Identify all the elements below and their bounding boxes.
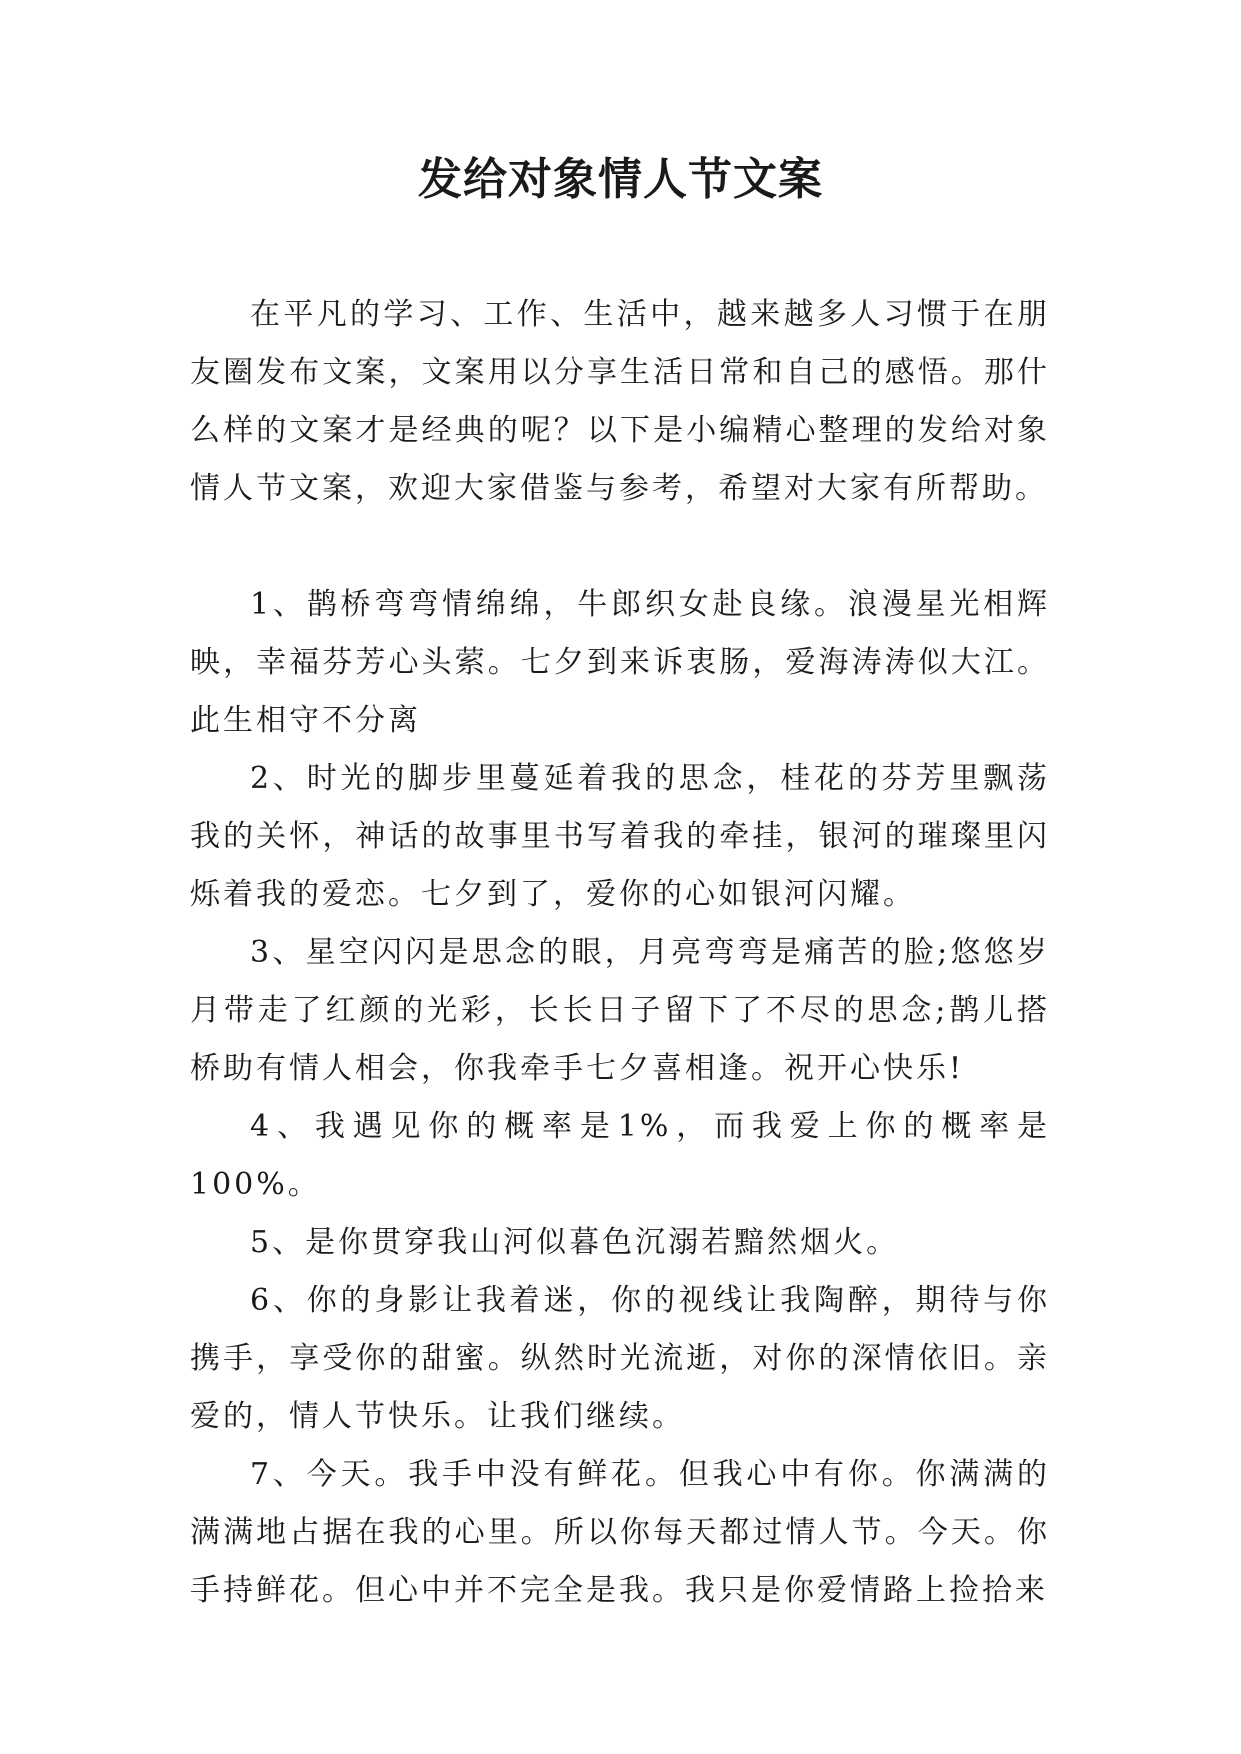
list-item: 6、你的身影让我着迷，你的视线让我陶醉，期待与你携手，享受你的甜蜜。纵然时光流逝，对你的深情依旧。亲爱的，情人节快乐。让我们继续。 <box>190 1283 1050 1434</box>
list-item: 4、我遇见你的概率是1%，而我爱上你的概率是100%。 <box>190 1109 1050 1202</box>
intro-paragraph: 在平凡的学习、工作、生活中，越来越多人习惯于在朋友圈发布文案，文案用以分享生活日常和自己的感悟。那什么样的文案才是经典的呢？以下是小编精心整理的发给对象情人节文案，欢迎大家借鉴与参考，希望对大家有所帮助。 <box>190 297 1050 506</box>
list-item: 2、时光的脚步里蔓延着我的思念，桂花的芬芳里飘荡我的关怀，神话的故事里书写着我的牵挂，银河的璀璨里闪烁着我的爱恋。七夕到了，爱你的心如银河闪耀。 <box>190 761 1050 912</box>
document-title: 发给对象情人节文案 <box>418 154 823 205</box>
list-item: 1、鹊桥弯弯情绵绵，牛郎织女赴良缘。浪漫星光相辉映，幸福芬芳心头萦。七夕到来诉衷肠，爱海涛涛似大江。此生相守不分离 <box>190 587 1050 738</box>
list-item: 5、是你贯穿我山河似暮色沉溺若黯然烟火。 <box>250 1225 900 1260</box>
document-body <box>190 286 1050 1620</box>
list-item: 3、星空闪闪是思念的眼，月亮弯弯是痛苦的脸;悠悠岁月带走了红颜的光彩，长长日子留下了不尽的思念;鹊儿搭桥助有情人相会，你我牵手七夕喜相逢。祝开心快乐! <box>190 935 1050 1086</box>
list-item: 7、今天。我手中没有鲜花。但我心中有你。你满满的满满地占据在我的心里。所以你每天都过情人节。今天。你手持鲜花。但心中并不完全是我。我只是你爱情路上捡拾来 <box>190 1457 1050 1608</box>
